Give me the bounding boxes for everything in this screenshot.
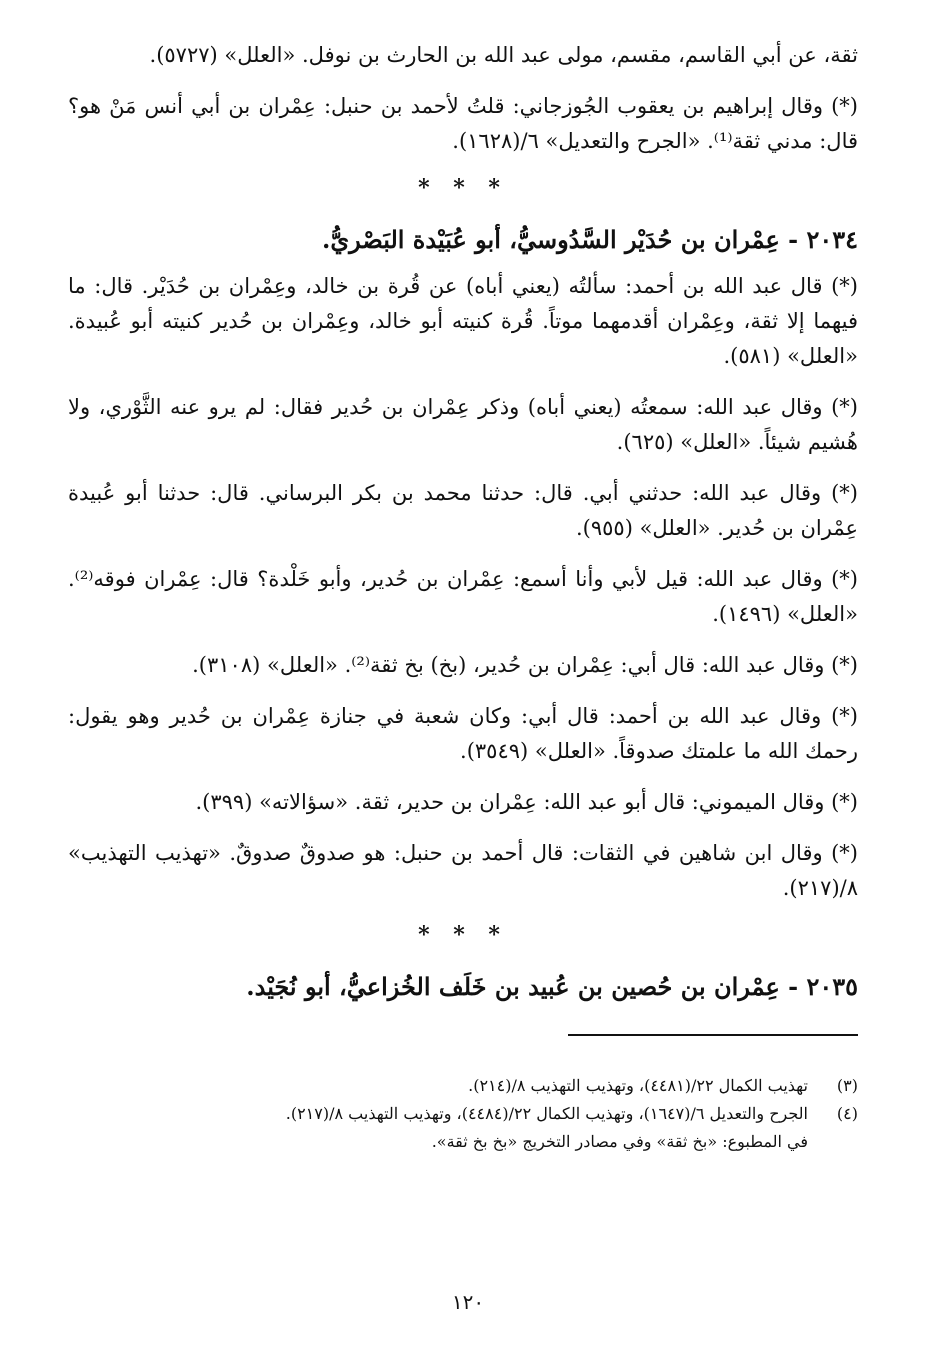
paragraph: (*) وقال ابن شاهين في الثقات: قال أحمد بن حنبل: هو صدوقٌ صدوقٌ. «تهذيب التهذيب» ٨/(٢١٧). [68, 841, 858, 900]
paragraph: ثقة، عن أبي القاسم، مقسم، مولى عبد الله بن الحارث بن نوفل. «العلل» (٥٧٢٧). [149, 43, 858, 67]
entry-heading: ٢٠٣٥ - عِمْران بن حُصين بن عُبيد بن خَلَف الخُزاعيُّ، أبو نُجَيْد. [246, 972, 858, 1001]
footnotes [68, 1072, 858, 1156]
paragraph: (*) وقال عبد الله: قال أبي: عِمْران بن حُدير، (بخ) بخ ثقة⁽²⁾. «العلل» (٣١٠٨). [192, 653, 858, 677]
paragraph: (*) وقال عبد الله: قيل لأبي وأنا أسمع: عِمْران بن حُدير، وأبو خَلْدة؟ قال: عِمْران فوقه⁽²⁾. «العلل» (١٤٩٦). [68, 567, 858, 626]
paragraph: (*) وقال الميموني: قال أبو عبد الله: عِمْران بن حدير، ثقة. «سؤالاته» (٣٩٩). [195, 790, 858, 814]
paragraph: (*) وقال عبد الله: سمعتُه (يعني أباه) وذكر عِمْران بن حُدير فقال: لم يرو عنه الثَّوْري، ولا هُشيم شيئاً. «العلل» (٦٢٥). [68, 395, 858, 454]
section-separator: * * * [418, 922, 508, 948]
section-separator: * * * [418, 175, 508, 201]
page-number: ١٢٠ [451, 1290, 485, 1314]
footnote-number: (٤) [836, 1104, 858, 1123]
footnote-number: (٣) [836, 1076, 858, 1095]
footnote-text: تهذيب الكمال ٢٢/(٤٤٨١)، وتهذيب التهذيب ٨/(٢١٤). [468, 1076, 808, 1095]
footnote-divider [568, 1034, 858, 1036]
page-body [68, 38, 858, 1156]
footnote [68, 1100, 858, 1128]
footnote-continuation: في المطبوع: «بخ ثقة» وفي مصادر التخريج «بخ بخ ثقة». [431, 1132, 808, 1151]
paragraph: (*) وقال إبراهيم بن يعقوب الجُوزجاني: قلتُ لأحمد بن حنبل: عِمْران بن أبي أنس مَنْ هو؟ قال: مدني ثقة⁽¹⁾. «الجرح والتعديل» ٦/(١٦٢٨). [68, 94, 858, 153]
footnote [68, 1072, 858, 1100]
paragraph: (*) وقال عبد الله بن أحمد: قال أبي: وكان شعبة في جنازة عِمْران بن حُدير وهو يقول: رحمك الله ما علمتك صدوقاً. «العلل» (٣٥٤٩). [68, 704, 858, 763]
paragraph: (*) قال عبد الله بن أحمد: سألتُه (يعني أباه) عن قُرة بن خالد، وعِمْران بن حُدَيْر. قال: ما فيهما إلا ثقة، وعِمْران أقدمهما موتاً. قُرة كنيته أبو خالد، وعِمْران بن حُدير كنيته أبو عُبيدة. «العلل» (٥٨١). [68, 274, 858, 368]
footnote-text: الجرح والتعديل ٦/(١٦٤٧)، وتهذيب الكمال ٢٢/(٤٤٨٤)، وتهذيب التهذيب ٨/(٢١٧). [285, 1104, 808, 1123]
entry-heading: ٢٠٣٤ - عِمْران بن حُدَيْر السَّدُوسيُّ، أبو عُبَيْدة البَصْريُّ. [322, 225, 858, 254]
paragraph: (*) وقال عبد الله: حدثني أبي. قال: حدثنا محمد بن بكر البرساني. قال: حدثنا أبو عُبيدة عِمْران بن حُدير. «العلل» (٩٥٥). [68, 481, 858, 540]
